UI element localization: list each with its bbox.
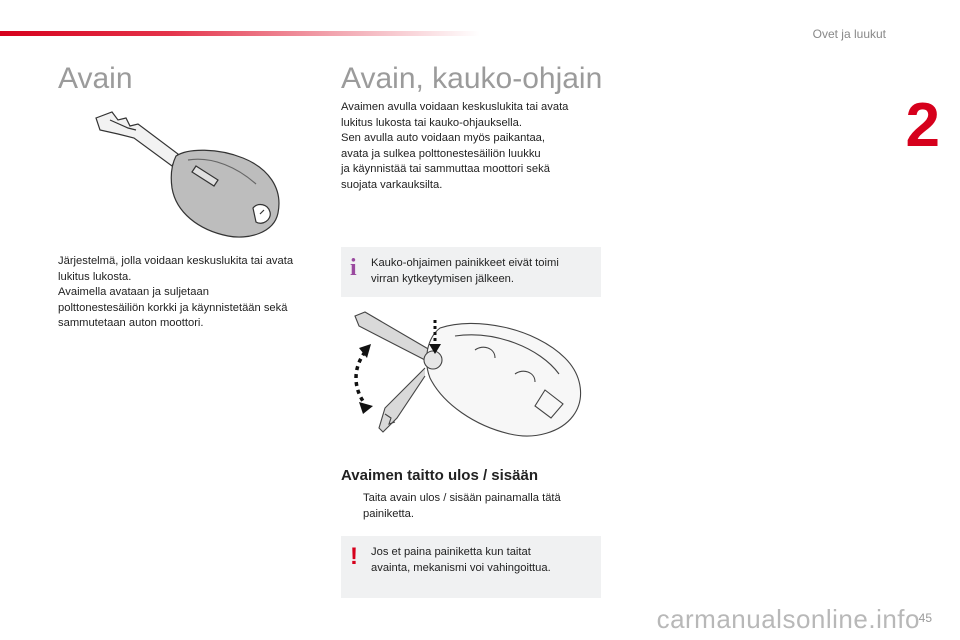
section-title: Ovet ja luukut [812, 27, 886, 41]
warning-icon: ! [350, 543, 358, 570]
right-paragraph: Avaimen avulla voidaan keskuslukita tai avata lukitus lukosta tai kauko-ohjauksella. Sen avulla auto voidaan myös paikantaa, avata ja sulkea polttonestesäiliön luukku ja käynnistää tai sammuttaa moottori sekä suojata varkauksilta. [341, 101, 569, 191]
left-paragraph: Järjestelmä, jolla voidaan keskuslukita tai avata lukitus lukosta. Avaimella avataan ja suljetaan polttonestesäiliön korkki ja käynnistetään sekä sammutetaan auton moottori. [58, 255, 294, 329]
info-note [341, 247, 601, 297]
info-note-text: Kauko-ohjaimen painikkeet eivät toimi virran kytkeytymisen jälkeen. [371, 257, 559, 285]
right-title: Avain, kauko-ohjain [341, 62, 603, 95]
page-number: 45 [918, 611, 932, 625]
key-illustration [88, 108, 298, 243]
fold-subheading: Avaimen taitto ulos / sisään [341, 467, 538, 484]
chapter-number: 2 [905, 91, 940, 160]
header-accent-bar [0, 31, 480, 36]
fold-instruction-text: Taita avain ulos / sisään painamalla tätä painiketta. [363, 492, 561, 520]
watermark: carmanualsonline.info [656, 604, 920, 634]
warning-note-text: Jos et paina painiketta kun taitat avainta, mekanismi voi vahingoittua. [371, 546, 551, 574]
warning-note [341, 536, 601, 598]
info-icon: i [350, 255, 357, 281]
left-title: Avain [58, 62, 133, 95]
remote-key-illustration [345, 308, 595, 448]
